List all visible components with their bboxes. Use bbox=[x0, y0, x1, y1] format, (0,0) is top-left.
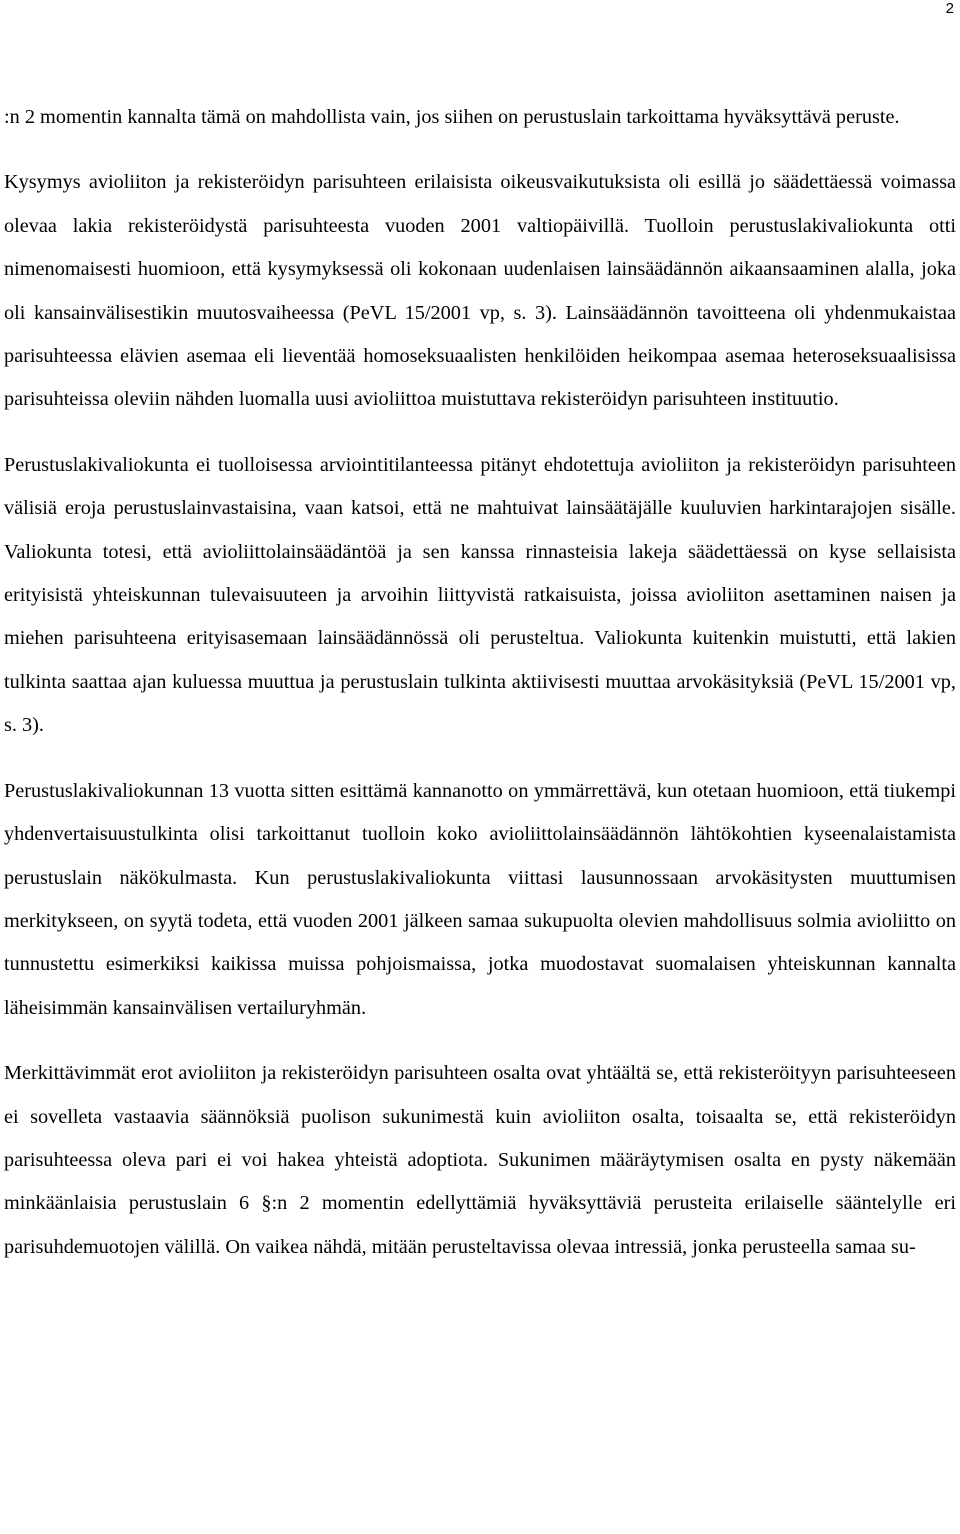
page-number: 2 bbox=[945, 0, 954, 17]
document-body bbox=[4, 96, 956, 1291]
paragraph: Kysymys avioliiton ja rekisteröidyn parisuhteen erilaisista oikeusvaikutuksista oli esillä jo säädettäessä voimassa olevaa lakia rekisteröidystä parisuhteesta vuoden 2001 valtiopäivillä. Tuolloin perustuslakivaliokunta otti nimenomaisesti huomioon, että kysymyksessä oli kokonaan uudenlaisen lainsäädännön aikaansaaminen alalla, joka oli kansainvälisestikin muutosvaiheessa (PeVL 15/2001 vp, s. 3). Lainsäädännön tavoitteena oli yhdenmukaistaa parisuhteessa elävien asemaa eli lieventää homoseksuaalisten henkilöiden heikompaa asemaa heteroseksuaalisissa parisuhteissa oleviin nähden luomalla uusi avioliittoa muistuttava rekisteröidyn parisuhteen instituutio. bbox=[4, 171, 956, 411]
paragraph: :n 2 momentin kannalta tämä on mahdollista vain, jos siihen on perustuslain tarkoittama hyväksyttävä peruste. bbox=[4, 106, 900, 128]
paragraph: Perustuslakivaliokunnan 13 vuotta sitten esittämä kannanotto on ymmärrettävä, kun otetaan huomioon, että tiukempi yhdenvertaisuustulkinta olisi tarkoittanut tuolloin koko avioliittolainsäädännön lähtökohtien kyseenalaistamista perustuslain näkökulmasta. Kun perustuslakivaliokunta viittasi lausunnossaan arvokäsitysten muuttumisen merkitykseen, on syytä todeta, että vuoden 2001 jälkeen samaa sukupuolta olevien mahdollisuus solmia avioliitto on tunnustettu esimerkiksi kaikissa muissa pohjoismaissa, jotka muodostavat suomalaisen yhteiskunnan kannalta läheisimmän kansainvälisen vertailuryhmän. bbox=[4, 779, 956, 1019]
paragraph: Merkittävimmät erot avioliiton ja rekisteröidyn parisuhteen osalta ovat yhtäältä se, että rekisteröityyn parisuhteeseen ei sovelleta vastaavia säännöksiä puolison sukunimestä kuin avioliiton osalta, toisaalta se, että rekisteröidyn parisuhteessa oleva pari ei voi hakea yhteistä adoptiota. Sukunimen määräytymisen osalta en pysty näkemään minkäänlaisia perustuslain 6 §:n 2 momentin edellyttämiä hyväksyttäviä perusteita erilaiselle sääntelylle eri parisuhdemuotojen välillä. On vaikea nähdä, mitään perusteltavissa olevaa intressiä, jonka perusteella samaa su- bbox=[4, 1062, 956, 1258]
paragraph: Perustuslakivaliokunta ei tuolloisessa arviointitilanteessa pitänyt ehdotettuja avioliiton ja rekisteröidyn parisuhteen välisiä eroja perustuslainvastaisina, vaan katsoi, että ne mahtuivat lainsäätäjälle kuuluvien harkintarajojen sisälle. Valiokunta totesi, että avioliittolainsäädäntöä ja sen kanssa rinnasteisia lakeja säädettäessä on kyse sellaisista erityisistä yhteiskunnan tulevaisuuteen ja arvoihin liittyvistä ratkaisuista, joissa avioliiton asettaminen naisen ja miehen parisuhteena erityisasemaan lainsäädännössä oli perusteltua. Valiokunta kuitenkin muistutti, että lakien tulkinta saattaa ajan kuluessa muuttua ja perustuslain tulkinta aktiivisesti muuttaa arvokäsityksiä (PeVL 15/2001 vp, s. 3). bbox=[4, 453, 956, 737]
